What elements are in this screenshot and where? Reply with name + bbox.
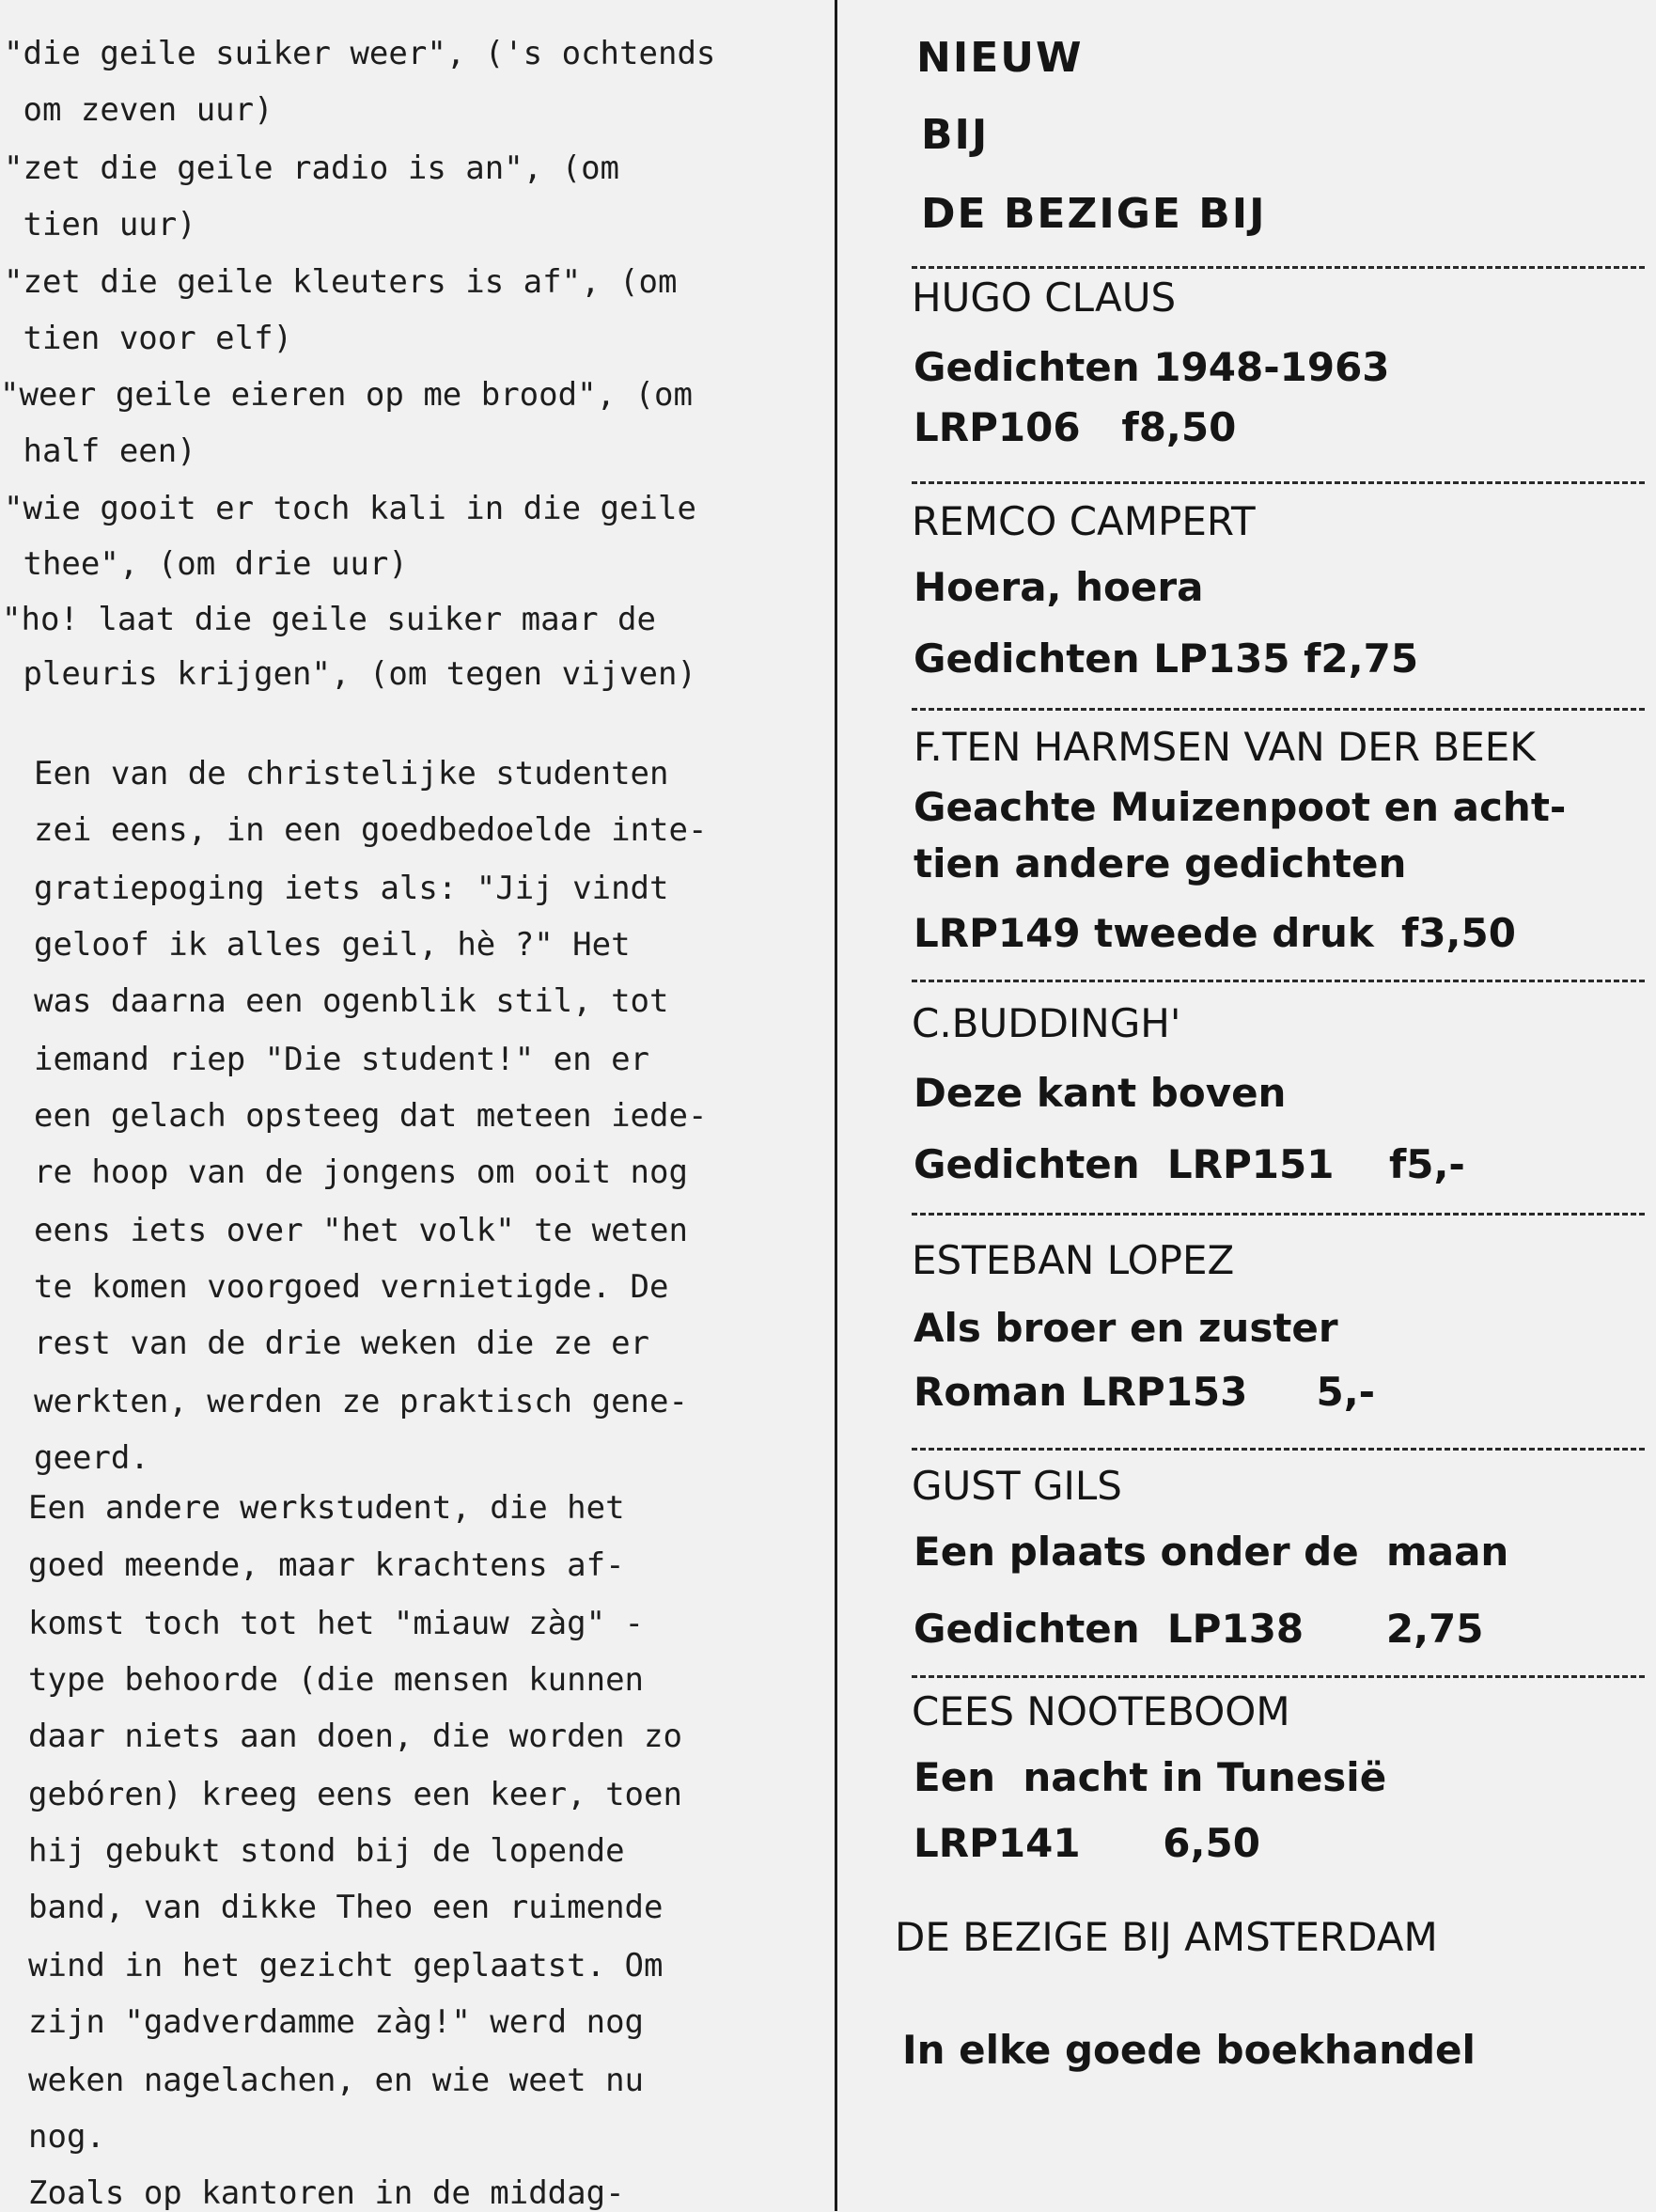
article-line: weken nagelachen, en wie weet nu [28, 2062, 645, 2099]
book-detail: Geachte Muizenpoot en acht- [914, 784, 1567, 830]
book-detail: Roman LRP153 5,- [914, 1369, 1376, 1415]
book-detail: Hoera, hoera [914, 564, 1204, 610]
article-line: te komen voorgoed vernietigde. De [34, 1268, 669, 1306]
article-line: "die geile suiker weer", ('s ochtends [4, 35, 716, 72]
book-author: C.BUDDINGH' [912, 1000, 1181, 1046]
ad-header-new: NIEUW [916, 34, 1084, 82]
article-line: thee", (om drie uur) [4, 545, 408, 583]
article-line: tien voor elf) [4, 320, 293, 357]
book-detail: LRP106 f8,50 [914, 404, 1237, 450]
article-line: type behoorde (die mensen kunnen [28, 1661, 645, 1699]
article-line: gratiepoging iets als: "Jij vindt [34, 870, 669, 907]
book-author: GUST GILS [912, 1463, 1122, 1509]
book-detail: Een plaats onder de maan [914, 1529, 1509, 1575]
dashed-separator [912, 708, 1645, 711]
article-line: tien uur) [4, 206, 196, 243]
column-divider [835, 0, 837, 2211]
dashed-separator [912, 1675, 1645, 1678]
book-author: REMCO CAMPERT [912, 498, 1256, 544]
article-line: wind in het gezicht geplaatst. Om [28, 1947, 664, 1985]
article-line: zijn "gadverdamme zàg!" werd nog [28, 2003, 645, 2041]
book-detail: Gedichten LP138 2,75 [914, 1606, 1484, 1652]
article-line: geloof ik alles geil, hè ?" Het [34, 926, 631, 964]
ad-header-at: BIJ [921, 111, 990, 159]
article-line: geerd. [34, 1439, 149, 1477]
article-line: om zeven uur) [4, 91, 273, 129]
book-detail: Gedichten 1948-1963 [914, 344, 1390, 390]
article-line: rest van de drie weken die ze er [34, 1325, 650, 1362]
article-line: Een van de christelijke studenten [34, 755, 669, 792]
article-line: komst toch tot het "miauw zàg" - [28, 1605, 645, 1642]
article-line: eens iets over "het volk" te weten [34, 1212, 688, 1249]
article-column [0, 0, 827, 2211]
book-detail: Deze kant boven [914, 1070, 1287, 1116]
article-line: "weer geile eieren op me brood", (om [0, 376, 693, 414]
article-line: half een) [4, 432, 196, 470]
article-line: was daarna een ogenblik stil, tot [34, 982, 669, 1020]
book-detail: Een nacht in Tunesië [914, 1754, 1387, 1800]
article-line: re hoop van de jongens om ooit nog [34, 1153, 688, 1191]
book-author: ESTEBAN LOPEZ [912, 1237, 1235, 1283]
article-line: een gelach opsteeg dat meteen iede- [34, 1097, 708, 1135]
footer-tagline: In elke goede boekhandel [902, 2027, 1476, 2073]
article-line: "zet die geile radio is an", (om [4, 149, 620, 187]
article-line: nog. [28, 2118, 105, 2156]
article-line: goed meende, maar krachtens af- [28, 1546, 625, 1584]
dashed-separator [912, 266, 1645, 269]
article-line: hij gebukt stond bij de lopende [28, 1832, 625, 1870]
publisher-name: DE BEZIGE BIJ AMSTERDAM [895, 1914, 1438, 1960]
article-line: daar niets aan doen, die worden zo [28, 1718, 682, 1755]
article-line: "ho! laat die geile suiker maar de [2, 601, 656, 638]
article-line: gebóren) kreeg eens een keer, toen [28, 1776, 682, 1813]
dashed-separator [912, 481, 1645, 484]
article-line: band, van dikke Theo een ruimende [28, 1889, 664, 1926]
article-line: "zet die geile kleuters is af", (om [4, 263, 678, 301]
article-line: Een andere werkstudent, die het [28, 1489, 625, 1527]
book-author: HUGO CLAUS [912, 275, 1177, 321]
article-line: werkten, werden ze praktisch gene- [34, 1383, 688, 1420]
article-line: "wie gooit er toch kali in die geile [4, 490, 696, 527]
book-detail: Als broer en zuster [914, 1305, 1338, 1351]
article-line: iemand riep "Die student!" en er [34, 1041, 650, 1078]
book-detail: LRP149 tweede druk f3,50 [914, 910, 1516, 956]
book-author: F.TEN HARMSEN VAN DER BEEK [914, 724, 1536, 770]
article-line: Zoals op kantoren in de middag- [28, 2174, 625, 2212]
ad-header-publisher: DE BEZIGE BIJ [921, 190, 1267, 238]
dashed-separator [912, 980, 1645, 982]
dashed-separator [912, 1213, 1645, 1216]
book-advertisement [846, 0, 1656, 2211]
article-line: zei eens, in een goedbedoelde inte- [34, 811, 708, 849]
article-line: pleuris krijgen", (om tegen vijven) [4, 655, 696, 693]
dashed-separator [912, 1448, 1645, 1451]
book-detail: Gedichten LP135 f2,75 [914, 635, 1419, 682]
book-detail: Gedichten LRP151 f5,- [914, 1141, 1465, 1187]
book-author: CEES NOOTEBOOM [912, 1688, 1290, 1734]
book-detail: tien andere gedichten [914, 840, 1407, 886]
book-detail: LRP141 6,50 [914, 1820, 1260, 1866]
